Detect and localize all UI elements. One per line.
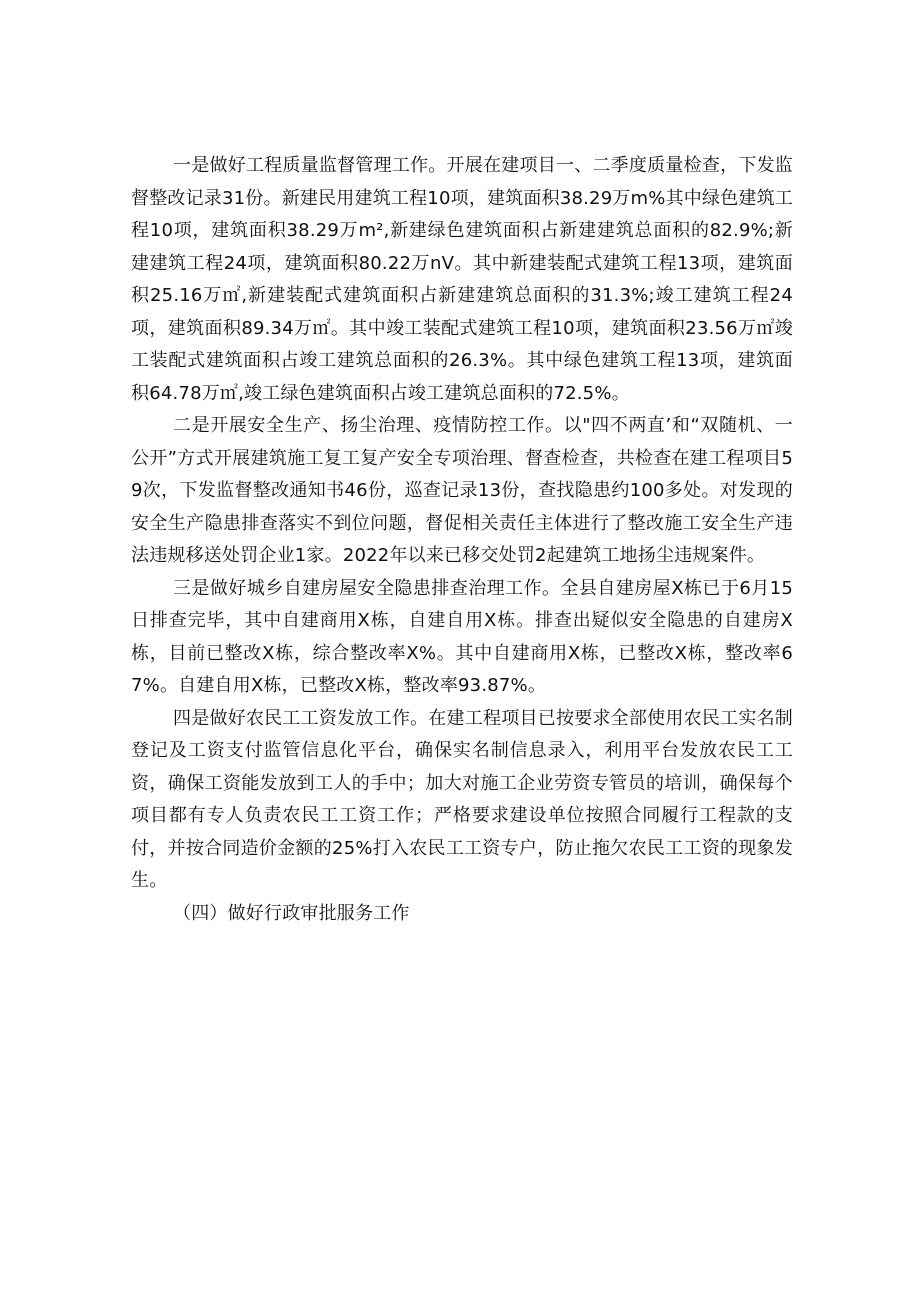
paragraph-quality-supervision: 一是做好工程质量监督管理工作。开展在建项目一、二季度质量检查，下发监督整改记录31份。新建民用建筑工程10项，建筑面积38.29万m%其中绿色建筑工程10项，建筑面积38.29万m²,新建绿色建筑面积占新建建筑总面积的82.9%;新建建筑工程24项，建筑面积80.22万nV。其中新建装配式建筑工程13项，建筑面积25.16万㎡,新建装配式建筑面积占新建建筑总面积的31.3%;竣工建筑工程24项，建筑面积89.34万㎡。其中竣工装配式建筑工程10项，建筑面积23.56万㎡竣工装配式建筑面积占竣工建筑总面积的26.3%。其中绿色建筑工程13项，建筑面积64.78万㎡,竣工绿色建筑面积占竣工建筑总面积的72.5%。 (131, 155, 793, 404)
paragraph-safety-production: 二是开展安全生产、扬尘治理、疫情防控工作。以"四不两直’和“双随机、一公开”方式开展建筑施工复工复产安全专项治理、督查检查，共检查在建工程项目59次，下发监督整改通知书46份，巡查记录13份，查找隐患约100多处。对发现的安全生产隐患排查落实不到位问题，督促相关责任主体进行了整改施工安全生产违法违规移送处罚企业1家。2022年以来已移交处罚2起建筑工地扬尘违规案件。 (131, 415, 793, 566)
paragraph-self-built-housing: 三是做好城乡自建房屋安全隐患排查治理工作。全县自建房屋X栋已于6月15日排查完毕，其中自建商用X栋，自建自用X栋。排查出疑似安全隐患的自建房X栋，目前已整改X栋，综合整改率X%。其中自建商用X栋，已整改X栋，整改率67%。自建自用X栋，已整改X栋，整改率93.87%。 (131, 577, 793, 696)
paragraph-migrant-wages: 四是做好农民工工资发放工作。在建工程项目已按要求全部使用农民工实名制登记及工资支付监管信息化平台，确保实名制信息录入，利用平台发放农民工工资，确保工资能发放到工人的手中；加大对施工企业劳资专管员的培训，确保每个项目都有专人负责农民工工资工作；严格要求建设单位按照合同履行工程款的支付，并按合同造价金额的25%打入农民工工资专户，防止拖欠农民工工资的现象发生。 (131, 707, 793, 891)
section-heading: （四）做好行政审批服务工作 (173, 902, 410, 924)
document-body (131, 150, 793, 930)
